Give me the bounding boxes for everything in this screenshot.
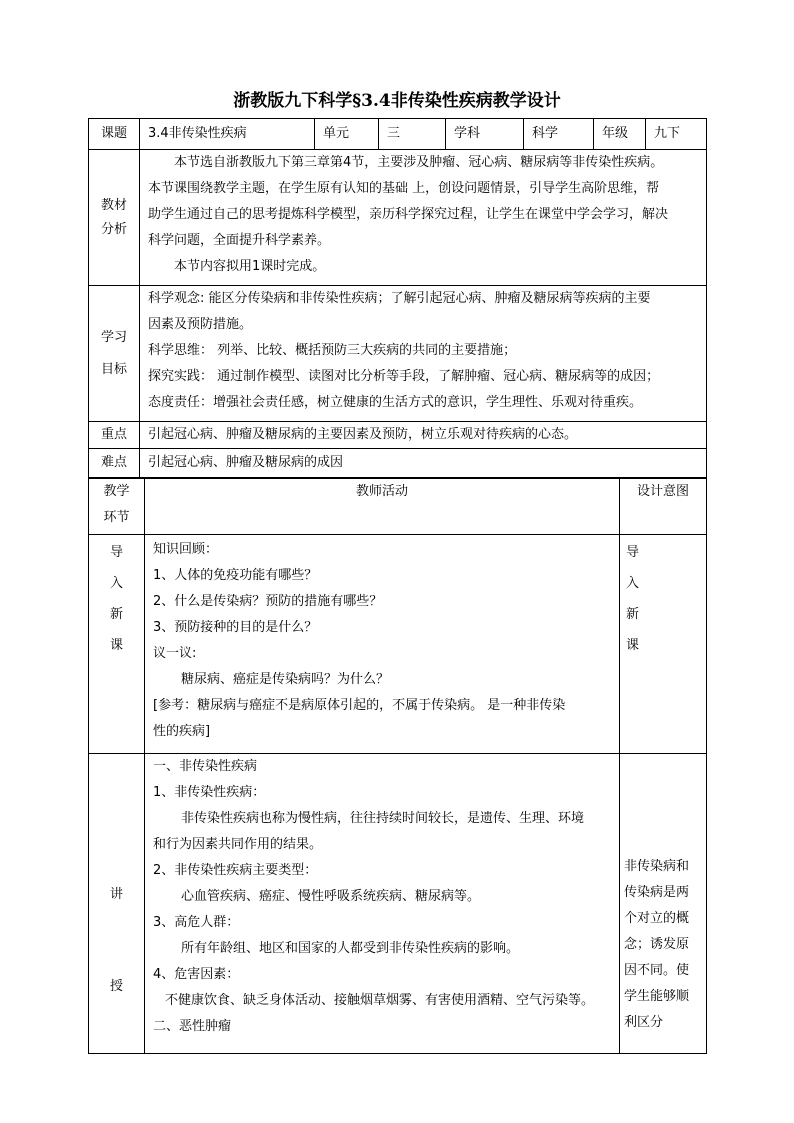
lecture-line: 3、高危人群： [153,915,240,930]
lecture-line: 2、非传染性疾病主要类型： [153,863,318,878]
teacher-activity-header: 教师活动 [145,479,620,535]
process-table [88,478,707,1054]
document-title: 浙教版九下科学§3.4非传染性疾病教学设计 [233,91,561,111]
topic-value: 3.4非传染性疾病 [140,119,315,150]
lecture-line: 4、危害因素： [153,967,240,982]
lecture-teacher-activity [145,754,620,1054]
intro-line: 糖尿病、癌症是传染病吗？为什么？ [181,672,390,687]
intro-line: [参考：糖尿病与癌症不是病原体引起的，不属于传染病。 是一种非传染 [153,698,566,713]
info-table [88,118,707,478]
intro-line: 议一议: [153,646,197,661]
goal-line: 因素及预防措施。 [148,317,253,332]
analysis-label: 教材 分析 [89,150,140,286]
lecture-design-intent: 非传染病和 传染病是两 个对立的概 念；诱发原 因不同。使 学生能够顺 利区分 [620,754,707,1054]
difficulty-label: 难点 [89,449,140,478]
lecture-line: 非传染性疾病也称为慢性病，往往持续时间较长，是遗传、生理、环境 [181,811,585,826]
lecture-line: 一、非传染性疾病 [153,759,258,774]
intro-teacher-activity [145,535,620,754]
analysis-line: 科学问题，全面提升科学素养。 [148,233,331,248]
unit-label: 单元 [315,119,379,150]
lecture-line: 不健康饮食、缺乏身体活动、接触烟草烟雾、有害使用酒精、空气污染等。 [165,993,595,1008]
intro-line: 性的疾病] [153,724,211,739]
analysis-line: 本节内容拟用1课时完成。 [174,259,326,274]
analysis-content [140,150,707,286]
grade-value: 九下 [646,119,707,150]
stage-header: 教学 环节 [89,479,145,535]
lecture-line: 所有年龄组、地区和国家的人都受到非传染性疾病的影响。 [181,941,520,956]
lecture-line: 心血管疾病、癌症、慢性呼吸系统疾病、糖尿病等。 [181,889,481,904]
design-intent-header: 设计意图 [620,479,707,535]
unit-value: 三 [379,119,446,150]
key-point-text: 引起冠心病、肿瘤及糖尿病的主要因素及预防，树立乐观对待疾病的心态。 [140,422,707,449]
lecture-stage: 讲 授 [89,754,145,1054]
intro-line: 1、人体的免疫功能有哪些？ [153,568,318,583]
goal-line: 态度责任：增强社会责任感，树立健康的生活方式的意识，学生理性、乐观对待重疾。 [148,395,643,410]
lecture-line: 二、恶性肿瘤 [153,1019,232,1034]
lecture-line: 和行为因素共同作用的结果。 [153,837,323,852]
analysis-line: 本节选自浙教版九下第三章第4节，主要涉及肿瘤、冠心病、糖尿病等非传染性疾病。 [174,155,664,170]
lecture-line: 1、非传染性疾病： [153,785,266,800]
goals-content [140,286,707,422]
analysis-line: 助学生通过自己的思考提炼科学模型，亲历科学探究过程，让学生在课堂中学会学习，解决 [148,207,669,222]
intro-line: 3、预防接种的目的是什么？ [153,620,318,635]
goal-line: 科学观念: 能区分传染病和非传染性疾病；了解引起冠心病、肿瘤及糖尿病等疾病的主要 [148,291,651,306]
intro-line: 知识回顾： [153,542,219,557]
analysis-line: 本节课围绕教学主题，在学生原有认知的基础 上，创设问题情景，引导学生高阶思维，帮 [148,181,660,196]
grade-label: 年级 [594,119,646,150]
topic-label: 课题 [89,119,140,150]
intro-design-intent: 导 入 新 课 [620,535,707,754]
subject-value: 科学 [524,119,594,150]
intro-stage: 导 入 新 课 [89,535,145,754]
goals-label: 学习 目标 [89,286,140,422]
difficulty-text: 引起冠心病、肿瘤及糖尿病的成因 [140,449,707,478]
intro-line: 2、什么是传染病？预防的措施有哪些？ [153,594,383,609]
subject-label: 学科 [446,119,524,150]
goal-line: 科学思维： 列举、比较、概括预防三大疾病的共同的主要措施； [148,343,517,358]
key-point-label: 重点 [89,422,140,449]
goal-line: 探究实践： 通过制作模型、读图对比分析等手段，了解肿瘤、冠心病、糖尿病等的成因； [148,369,660,384]
